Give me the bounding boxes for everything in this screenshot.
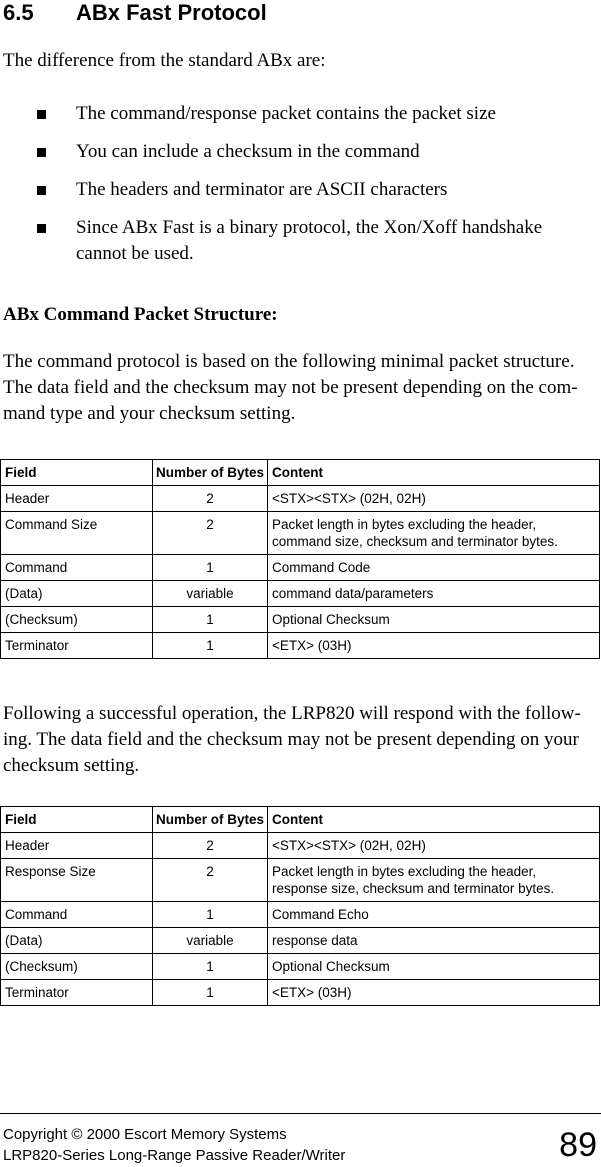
column-header-bytes: Number of Bytes (153, 807, 268, 833)
cell-field: (Data) (1, 581, 153, 607)
cell-field: Command (1, 902, 153, 928)
cell-field: Terminator (1, 980, 153, 1006)
column-header-bytes: Number of Bytes (153, 460, 268, 486)
table-row (1, 859, 600, 902)
bullet-text: The command/response packet contains the packet size (76, 103, 496, 124)
table-header-row (1, 807, 600, 833)
cell-content: Optional Checksum (268, 954, 600, 980)
cell-field: Terminator (1, 633, 153, 659)
table-row (1, 486, 600, 512)
column-header-field: Field (1, 807, 153, 833)
cell-content: <ETX> (03H) (268, 633, 600, 659)
cell-field: (Data) (1, 928, 153, 954)
cell-content: <ETX> (03H) (268, 980, 600, 1006)
cell-bytes: 2 (153, 859, 268, 902)
cell-content: <STX><STX> (02H, 02H) (268, 486, 600, 512)
column-header-field: Field (1, 460, 153, 486)
cell-bytes: 2 (153, 512, 268, 555)
cell-field: Command Size (1, 512, 153, 555)
bullet-text: Since ABx Fast is a binary protocol, the Xon/Xoff handshake cannot be used. (76, 217, 543, 264)
table-row (1, 902, 600, 928)
cell-field: Header (1, 486, 153, 512)
cell-field: (Checksum) (1, 954, 153, 980)
cell-content: Packet length in bytes excluding the header, response size, checksum and terminator bytes. (268, 859, 600, 902)
table-header-row (1, 460, 600, 486)
table-row (1, 954, 600, 980)
cell-field: (Checksum) (1, 607, 153, 633)
footer-product: LRP820-Series Long-Range Passive Reader/Writer (3, 1147, 346, 1164)
cell-field: Header (1, 833, 153, 859)
subheading: ABx Command Packet Structure: (3, 304, 278, 325)
cell-bytes: 1 (153, 555, 268, 581)
cell-bytes: 2 (153, 486, 268, 512)
footer-divider (0, 1113, 601, 1114)
cell-field: Response Size (1, 859, 153, 902)
section-title: ABx Fast Protocol (76, 0, 267, 25)
table-row (1, 555, 600, 581)
intro-text: The difference from the standard ABx are: (3, 50, 326, 71)
cell-content: command data/parameters (268, 581, 600, 607)
response-paragraph: Following a successful operation, the LRP820 will respond with the follow-ing. The data field and the checksum may not be present depending on your checksum setting. (3, 703, 581, 776)
square-bullet-icon (37, 110, 46, 119)
square-bullet-icon (37, 148, 46, 157)
command-paragraph: The command protocol is based on the following minimal packet structure. The data field and the checksum may not be present depending on the com-mand type and your checksum setting. (3, 351, 578, 424)
footer-text (3, 1124, 345, 1166)
cell-bytes: 1 (153, 980, 268, 1006)
command-packet-table (0, 459, 600, 659)
cell-bytes: 1 (153, 954, 268, 980)
table-row (1, 833, 600, 859)
bullet-item (0, 177, 591, 203)
cell-bytes: 1 (153, 633, 268, 659)
section-number: 6.5 (3, 0, 34, 25)
section-heading (3, 0, 267, 26)
table-row (1, 607, 600, 633)
response-packet-table (0, 806, 600, 1006)
square-bullet-icon (37, 186, 46, 195)
footer-copyright: Copyright © 2000 Escort Memory Systems (3, 1126, 287, 1143)
square-bullet-icon (37, 224, 46, 233)
table-row (1, 633, 600, 659)
table-row (1, 512, 600, 555)
bullet-text: You can include a checksum in the command (76, 141, 420, 162)
page-number: 89 (559, 1126, 597, 1164)
bullet-item (0, 139, 591, 165)
bullet-list (0, 101, 601, 279)
cell-content: Optional Checksum (268, 607, 600, 633)
cell-bytes: variable (153, 581, 268, 607)
table-row (1, 581, 600, 607)
cell-content: Command Code (268, 555, 600, 581)
cell-bytes: variable (153, 928, 268, 954)
table-row (1, 928, 600, 954)
cell-field: Command (1, 555, 153, 581)
table-row (1, 980, 600, 1006)
cell-bytes: 2 (153, 833, 268, 859)
cell-bytes: 1 (153, 902, 268, 928)
column-header-content: Content (268, 807, 600, 833)
bullet-item (0, 215, 591, 267)
cell-bytes: 1 (153, 607, 268, 633)
bullet-text: The headers and terminator are ASCII characters (76, 179, 448, 200)
bullet-item (0, 101, 591, 127)
cell-content: response data (268, 928, 600, 954)
cell-content: <STX><STX> (02H, 02H) (268, 833, 600, 859)
column-header-content: Content (268, 460, 600, 486)
cell-content: Packet length in bytes excluding the header, command size, checksum and terminator bytes. (268, 512, 600, 555)
cell-content: Command Echo (268, 902, 600, 928)
